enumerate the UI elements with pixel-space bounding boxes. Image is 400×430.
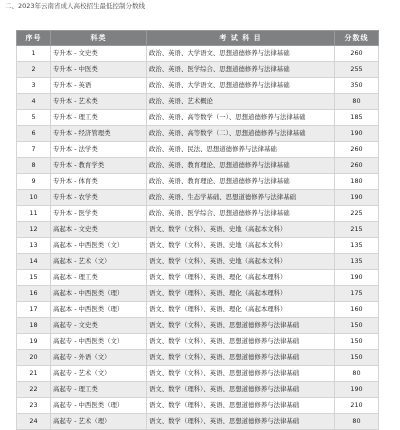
row-number: 9 [17,174,51,190]
table-row [17,270,379,286]
row-number: 17 [17,302,51,318]
row-score: 190 [335,126,379,142]
row-subjects: 政治、英语、大学语文、思想道德修养与法律基础 [147,78,335,94]
table-row [17,350,379,366]
row-number: 1 [17,46,51,62]
table-row [17,398,379,414]
row-subjects: 语文、数学（文科）、英语、思想道德修养与法律基础 [147,350,335,366]
row-category: 高起本 - 文史类 [51,222,147,238]
row-number: 13 [17,238,51,254]
row-subjects: 政治、英语、大学语文、思想道德修养与法律基础 [147,46,335,62]
row-category: 专升本 - 教育学类 [51,158,147,174]
column-header-score: 分数线 [335,31,379,46]
row-score: 210 [335,398,379,414]
row-category: 专升本 - 文史类 [51,46,147,62]
table-row [17,286,379,302]
row-score: 150 [335,334,379,350]
row-subjects: 政治、英语、教育理论、思想道德修养与法律基础 [147,174,335,190]
row-subjects: 政治、英语、高等数学（二）、思想道德修养与法律基础 [147,126,335,142]
row-score: 350 [335,78,379,94]
row-category: 高起本 - 艺术（文） [51,254,147,270]
row-category: 高起专 - 外语（文） [51,350,147,366]
row-subjects: 政治、英语、医学综合、思想道德修养与法律基础 [147,62,335,78]
table-row [17,94,379,110]
row-number: 14 [17,254,51,270]
row-score: 185 [335,110,379,126]
row-number: 10 [17,190,51,206]
table-row [17,414,379,430]
row-score: 80 [335,94,379,110]
table-row [17,142,379,158]
row-number: 19 [17,334,51,350]
row-category: 专升本 - 理工类 [51,110,147,126]
row-score: 190 [335,270,379,286]
row-subjects: 语文、数学（文科）、英语、思想道德修养与法律基础 [147,318,335,334]
row-number: 15 [17,270,51,286]
row-score: 160 [335,302,379,318]
row-category: 专升本 - 体育类 [51,174,147,190]
table-row [17,382,379,398]
row-score: 255 [335,62,379,78]
table-body [17,46,379,430]
row-category: 高起本 - 理工类 [51,270,147,286]
row-category: 高起专 - 理工类 [51,382,147,398]
table-header-row [17,31,379,46]
row-category: 高起本 - 中西医类（理） [51,302,147,318]
row-number: 6 [17,126,51,142]
row-subjects: 政治、英语、生态学基础、思想道德修养与法律基础 [147,190,335,206]
row-subjects: 语文、数学（文科）、英语、思想道德修养与法律基础 [147,366,335,382]
row-score: 150 [335,318,379,334]
row-score: 180 [335,174,379,190]
row-category: 专升本 - 农学类 [51,190,147,206]
row-category: 高起专 - 中西医类（文） [51,334,147,350]
row-category: 专升本 - 医学类 [51,206,147,222]
row-subjects: 政治、英语、民法、思想道德修养与法律基础 [147,142,335,158]
row-number: 5 [17,110,51,126]
row-subjects: 语文、数学（理科）、英语、理化（高起本理科） [147,302,335,318]
row-category: 高起专 - 艺术（理） [51,414,147,430]
row-category: 专升本 - 艺术类 [51,94,147,110]
row-number: 18 [17,318,51,334]
table-row [17,254,379,270]
row-number: 7 [17,142,51,158]
row-subjects: 语文、数学（理科）、英语、思想道德修养与法律基础 [147,382,335,398]
row-score: 175 [335,286,379,302]
table-row [17,238,379,254]
row-subjects: 政治、英语、教育理论、思想道德修养与法律基础 [147,158,335,174]
row-subjects: 语文、数学（理科）、英语、思想道德修养与法律基础 [147,398,335,414]
table-row [17,46,379,62]
row-number: 22 [17,382,51,398]
table-row [17,174,379,190]
row-score: 260 [335,142,379,158]
table-row [17,190,379,206]
table-row [17,334,379,350]
row-subjects: 语文、数学（文科）、英语、史地（高起本文科） [147,238,335,254]
score-table [16,30,379,430]
row-subjects: 语文、数学（文科）、英语、思想道德修养与法律基础 [147,334,335,350]
row-category: 专升本 - 英语 [51,78,147,94]
row-category: 专升本 - 经济管理类 [51,126,147,142]
row-subjects: 政治、英语、艺术概论 [147,94,335,110]
row-score: 190 [335,382,379,398]
row-score: 80 [335,414,379,430]
table-row [17,126,379,142]
row-subjects: 政治、英语、医学综合、思想道德修养与法律基础 [147,206,335,222]
row-score: 260 [335,46,379,62]
row-score: 150 [335,350,379,366]
section-heading: 二、2023年云南省成人高校招生最低控制分数线 [5,2,146,10]
row-number: 3 [17,78,51,94]
table-row [17,206,379,222]
row-category: 高起本 - 中西医类（理） [51,286,147,302]
row-number: 11 [17,206,51,222]
table-row [17,302,379,318]
row-subjects: 语文、数学（理科）、英语、理化（高起本理科） [147,270,335,286]
row-subjects: 语文、数学（理科）、英语、理化（高起本理科） [147,286,335,302]
row-subjects: 语文、数学（文科）、英语、史地（高起本文科） [147,222,335,238]
row-score: 80 [335,366,379,382]
row-number: 23 [17,398,51,414]
table-row [17,78,379,94]
row-category: 高起专 - 文史类 [51,318,147,334]
table-row [17,222,379,238]
row-subjects: 语文、数学（理科）、英语、思想道德修养与法律基础 [147,414,335,430]
table-row [17,62,379,78]
row-category: 高起本 - 中西医类（文） [51,238,147,254]
row-score: 190 [335,190,379,206]
column-header-category: 科类 [51,31,147,46]
row-category: 专升本 - 中医类 [51,62,147,78]
row-score: 215 [335,222,379,238]
row-number: 12 [17,222,51,238]
row-subjects: 语文、数学（文科）、英语、史地（高起本文科） [147,254,335,270]
row-score: 135 [335,254,379,270]
row-category: 专升本 - 法学类 [51,142,147,158]
row-score: 135 [335,238,379,254]
table-row [17,158,379,174]
row-number: 8 [17,158,51,174]
row-number: 4 [17,94,51,110]
row-number: 16 [17,286,51,302]
row-number: 24 [17,414,51,430]
row-subjects: 政治、英语、高等数学（一）、思想道德修养与法律基础 [147,110,335,126]
table-row [17,110,379,126]
table-row [17,366,379,382]
row-score: 225 [335,206,379,222]
row-number: 2 [17,62,51,78]
column-header-number: 序号 [17,31,51,46]
column-header-subjects: 考 试 科 目 [147,31,335,46]
row-score: 260 [335,158,379,174]
row-category: 高起专 - 中西医类（理） [51,398,147,414]
table-row [17,318,379,334]
row-number: 20 [17,350,51,366]
row-category: 高起专 - 艺术（文） [51,366,147,382]
row-number: 21 [17,366,51,382]
